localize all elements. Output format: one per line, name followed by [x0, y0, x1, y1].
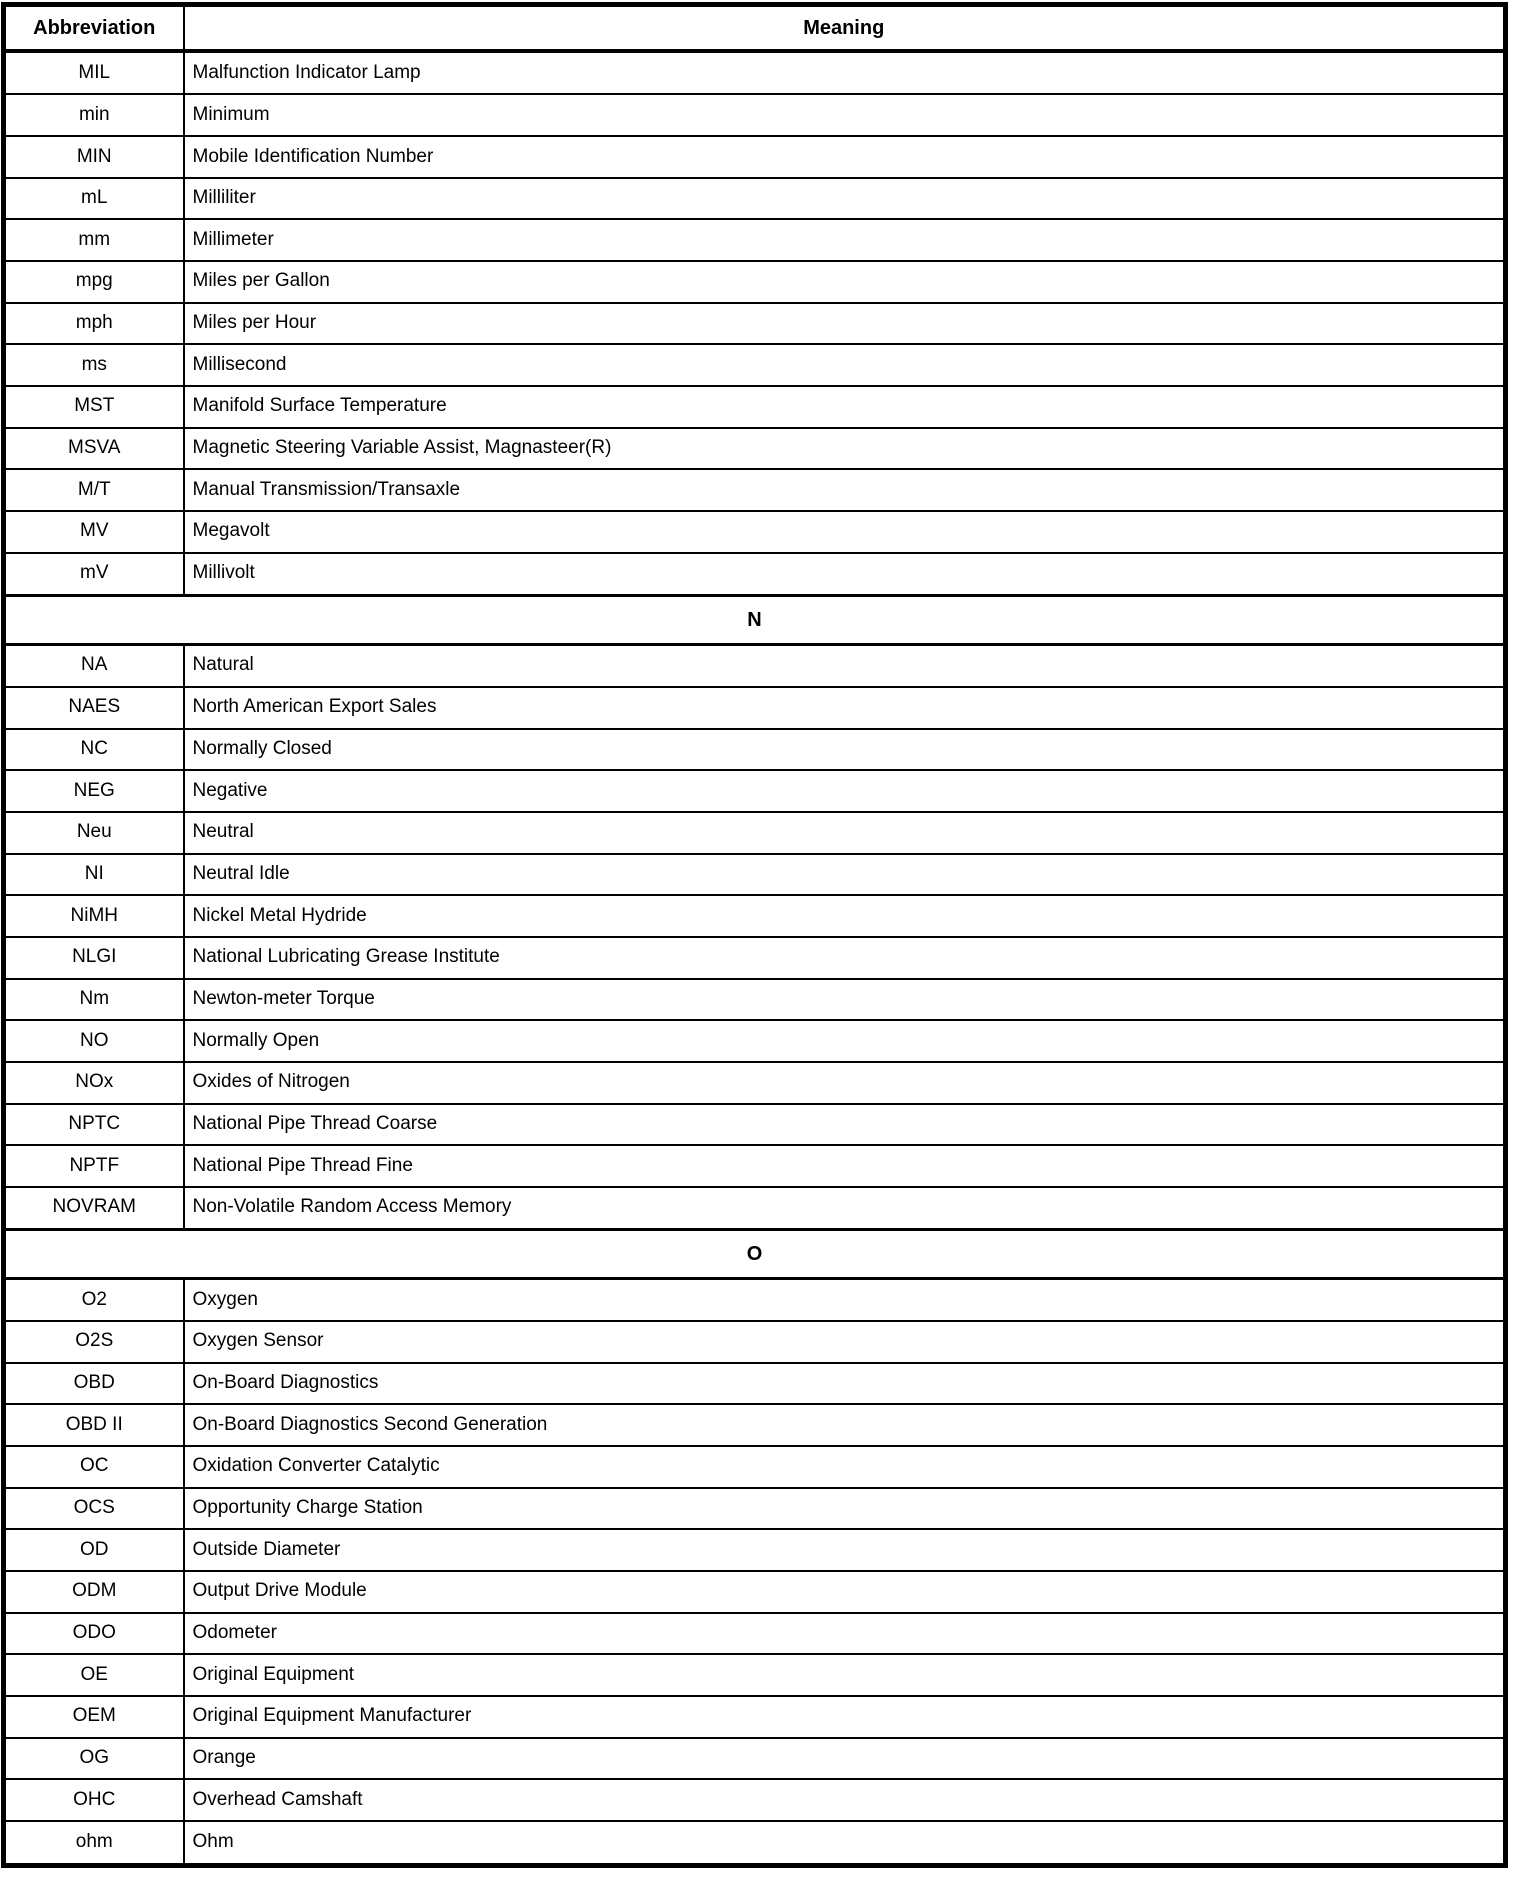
- section-header-row: [4, 595, 1506, 644]
- meaning-cell: Oxidation Converter Catalytic: [184, 1446, 1506, 1488]
- table-row: [4, 136, 1506, 178]
- abbreviation-cell: ODM: [4, 1571, 184, 1613]
- meaning-cell: Output Drive Module: [184, 1571, 1506, 1613]
- table-row: [4, 469, 1506, 511]
- table-row: [4, 219, 1506, 261]
- table-row: [4, 1062, 1506, 1104]
- abbreviation-cell: NO: [4, 1020, 184, 1062]
- meaning-cell: Ohm: [184, 1821, 1506, 1866]
- abbreviation-cell: NA: [4, 644, 184, 687]
- meaning-cell: Normally Open: [184, 1020, 1506, 1062]
- table-row: [4, 1279, 1506, 1322]
- abbreviation-cell: OHC: [4, 1779, 184, 1821]
- abbreviation-cell: mpg: [4, 261, 184, 303]
- table-row: [4, 729, 1506, 771]
- meaning-cell: Milliliter: [184, 178, 1506, 220]
- table-row: [4, 644, 1506, 687]
- table-row: [4, 1654, 1506, 1696]
- meaning-cell: Original Equipment Manufacturer: [184, 1696, 1506, 1738]
- abbreviation-cell: ohm: [4, 1821, 184, 1866]
- meaning-cell: Odometer: [184, 1613, 1506, 1655]
- abbreviation-cell: NOVRAM: [4, 1187, 184, 1230]
- table-row: [4, 979, 1506, 1021]
- meaning-cell: Nickel Metal Hydride: [184, 895, 1506, 937]
- table-row: [4, 511, 1506, 553]
- table-row: [4, 344, 1506, 386]
- table-row: [4, 1738, 1506, 1780]
- table-row: [4, 1104, 1506, 1146]
- abbreviation-cell: OEM: [4, 1696, 184, 1738]
- meaning-cell: Normally Closed: [184, 729, 1506, 771]
- meaning-cell: Original Equipment: [184, 1654, 1506, 1696]
- header-row: [4, 5, 1506, 52]
- meaning-cell: Oxygen Sensor: [184, 1321, 1506, 1363]
- abbreviation-cell: Neu: [4, 812, 184, 854]
- meaning-cell: Miles per Gallon: [184, 261, 1506, 303]
- abbreviation-cell: NiMH: [4, 895, 184, 937]
- table-row: [4, 261, 1506, 303]
- meaning-cell: Megavolt: [184, 511, 1506, 553]
- table-row: [4, 1529, 1506, 1571]
- section-header-label: O: [4, 1229, 1506, 1278]
- abbreviation-cell: MST: [4, 386, 184, 428]
- meaning-cell: Newton-meter Torque: [184, 979, 1506, 1021]
- abbreviation-cell: NLGI: [4, 937, 184, 979]
- meaning-cell: Manifold Surface Temperature: [184, 386, 1506, 428]
- meaning-cell: Non-Volatile Random Access Memory: [184, 1187, 1506, 1230]
- abbreviation-cell: ODO: [4, 1613, 184, 1655]
- meaning-cell: National Pipe Thread Fine: [184, 1145, 1506, 1187]
- meaning-cell: Opportunity Charge Station: [184, 1488, 1506, 1530]
- table-row: [4, 770, 1506, 812]
- table-row: [4, 386, 1506, 428]
- table-row: [4, 1363, 1506, 1405]
- meaning-cell: Oxides of Nitrogen: [184, 1062, 1506, 1104]
- table-row: [4, 812, 1506, 854]
- table-row: [4, 687, 1506, 729]
- table-row: [4, 1613, 1506, 1655]
- table-row: [4, 1187, 1506, 1230]
- abbreviation-cell: Nm: [4, 979, 184, 1021]
- section-header-row: [4, 1229, 1506, 1278]
- meaning-cell: Miles per Hour: [184, 303, 1506, 345]
- section-header-label: N: [4, 595, 1506, 644]
- table-row: [4, 1779, 1506, 1821]
- abbreviation-cell: mph: [4, 303, 184, 345]
- meaning-cell: Neutral Idle: [184, 854, 1506, 896]
- table-row: [4, 1488, 1506, 1530]
- column-header-abbreviation: Abbreviation: [4, 5, 184, 52]
- meaning-cell: Overhead Camshaft: [184, 1779, 1506, 1821]
- abbreviation-cell: mV: [4, 553, 184, 596]
- table-row: [4, 303, 1506, 345]
- table-row: [4, 1145, 1506, 1187]
- table-row: [4, 1020, 1506, 1062]
- table-row: [4, 94, 1506, 136]
- meaning-cell: Millimeter: [184, 219, 1506, 261]
- abbreviation-cell: OCS: [4, 1488, 184, 1530]
- meaning-cell: Oxygen: [184, 1279, 1506, 1322]
- abbreviation-cell: NPTF: [4, 1145, 184, 1187]
- column-header-meaning: Meaning: [184, 5, 1506, 52]
- meaning-cell: National Lubricating Grease Institute: [184, 937, 1506, 979]
- meaning-cell: On-Board Diagnostics: [184, 1363, 1506, 1405]
- abbreviation-cell: NOx: [4, 1062, 184, 1104]
- table-row: [4, 1446, 1506, 1488]
- abbreviation-cell: ms: [4, 344, 184, 386]
- meaning-cell: Orange: [184, 1738, 1506, 1780]
- table-row: [4, 51, 1506, 94]
- meaning-cell: North American Export Sales: [184, 687, 1506, 729]
- meaning-cell: Malfunction Indicator Lamp: [184, 51, 1506, 94]
- meaning-cell: Millisecond: [184, 344, 1506, 386]
- abbreviation-cell: MIN: [4, 136, 184, 178]
- abbreviation-cell: NEG: [4, 770, 184, 812]
- abbreviation-cell: NI: [4, 854, 184, 896]
- abbreviation-table: [1, 2, 1508, 1868]
- meaning-cell: National Pipe Thread Coarse: [184, 1104, 1506, 1146]
- abbreviation-cell: O2: [4, 1279, 184, 1322]
- table-row: [4, 1321, 1506, 1363]
- table-row: [4, 937, 1506, 979]
- table-row: [4, 428, 1506, 470]
- meaning-cell: Millivolt: [184, 553, 1506, 596]
- meaning-cell: Mobile Identification Number: [184, 136, 1506, 178]
- abbreviation-cell: OG: [4, 1738, 184, 1780]
- abbreviation-cell: mm: [4, 219, 184, 261]
- table-row: [4, 178, 1506, 220]
- meaning-cell: Manual Transmission/Transaxle: [184, 469, 1506, 511]
- abbreviation-cell: OBD: [4, 1363, 184, 1405]
- abbreviation-cell: NPTC: [4, 1104, 184, 1146]
- table-row: [4, 1571, 1506, 1613]
- abbreviation-cell: OBD II: [4, 1404, 184, 1446]
- abbreviation-cell: min: [4, 94, 184, 136]
- abbreviation-cell: NAES: [4, 687, 184, 729]
- table-row: [4, 1696, 1506, 1738]
- abbreviation-cell: mL: [4, 178, 184, 220]
- abbreviation-cell: OE: [4, 1654, 184, 1696]
- meaning-cell: Minimum: [184, 94, 1506, 136]
- meaning-cell: Outside Diameter: [184, 1529, 1506, 1571]
- meaning-cell: Magnetic Steering Variable Assist, Magnasteer(R): [184, 428, 1506, 470]
- abbreviation-cell: OC: [4, 1446, 184, 1488]
- abbreviation-cell: MV: [4, 511, 184, 553]
- abbreviation-cell: NC: [4, 729, 184, 771]
- abbreviation-cell: MIL: [4, 51, 184, 94]
- table-row: [4, 1821, 1506, 1866]
- meaning-cell: Natural: [184, 644, 1506, 687]
- abbreviation-cell: OD: [4, 1529, 184, 1571]
- table-row: [4, 553, 1506, 596]
- abbreviation-cell: MSVA: [4, 428, 184, 470]
- meaning-cell: Negative: [184, 770, 1506, 812]
- table-row: [4, 1404, 1506, 1446]
- meaning-cell: On-Board Diagnostics Second Generation: [184, 1404, 1506, 1446]
- table-row: [4, 854, 1506, 896]
- table-row: [4, 895, 1506, 937]
- abbreviation-cell: M/T: [4, 469, 184, 511]
- meaning-cell: Neutral: [184, 812, 1506, 854]
- table-body: [4, 51, 1506, 1866]
- abbreviation-cell: O2S: [4, 1321, 184, 1363]
